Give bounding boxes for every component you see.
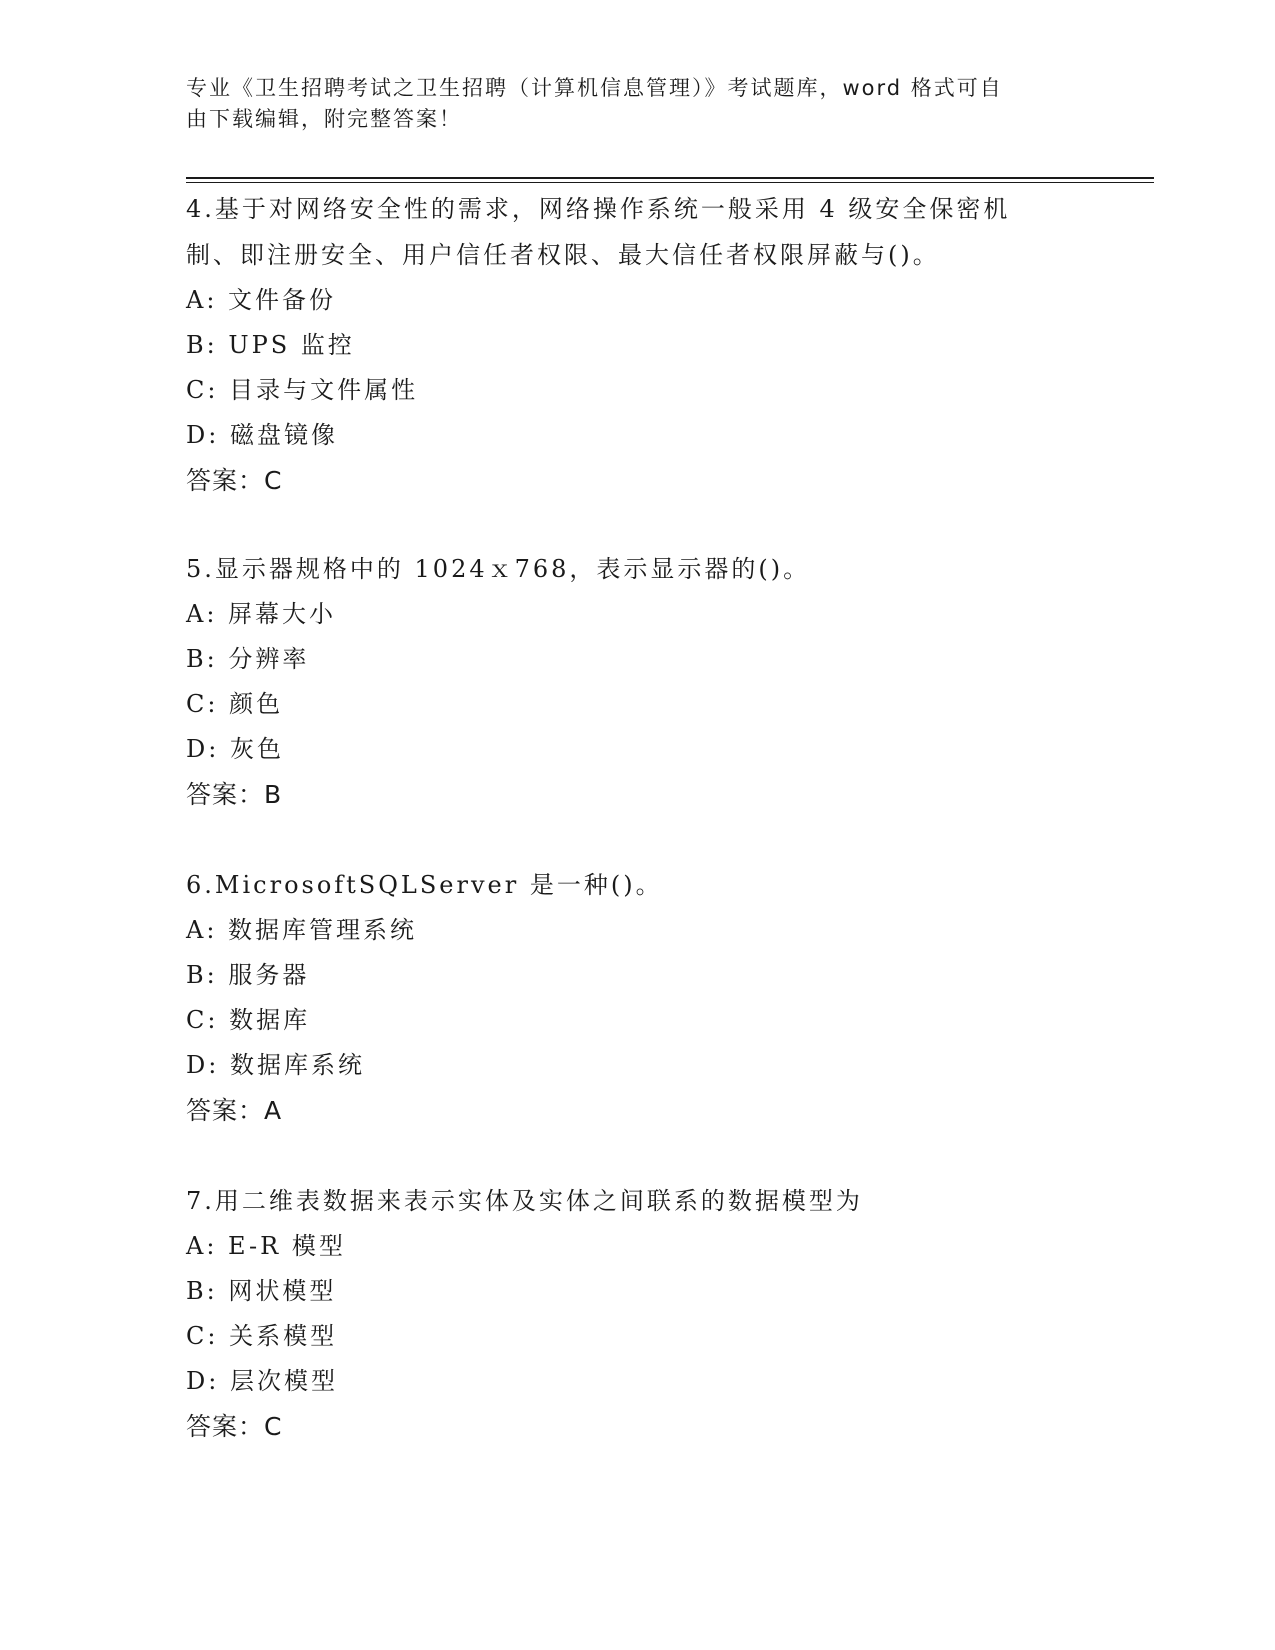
option-b: B: 服务器 — [186, 961, 310, 989]
question-stem-line-2: 制、即注册安全、用户信任者权限、最大信任者权限屏蔽与()。 — [186, 241, 940, 269]
option-d: D: 磁盘镜像 — [186, 421, 338, 449]
document-header — [186, 73, 1066, 135]
question-stem-line-1: 7.用二维表数据来表示实体及实体之间联系的数据模型为 — [186, 1187, 863, 1215]
question-5 — [186, 546, 1086, 818]
question-6 — [186, 862, 1086, 1134]
option-c: C: 数据库 — [186, 1006, 311, 1034]
answer: 答案：A — [186, 1096, 283, 1125]
answer: 答案：C — [186, 466, 283, 495]
option-c: C: 关系模型 — [186, 1322, 338, 1350]
question-stem-line-1: 5.显示器规格中的 1024ｘ768，表示显示器的()。 — [186, 555, 811, 583]
option-d: D: 层次模型 — [186, 1367, 338, 1395]
question-7 — [186, 1178, 1086, 1450]
header-intro-line-2: 由下载编辑，附完整答案！ — [186, 107, 462, 131]
answer: 答案：C — [186, 1412, 283, 1441]
question-stem-line-1: 4.基于对网络安全性的需求，网络操作系统一般采用 4 级安全保密机 — [186, 195, 1011, 223]
header-divider-thin — [186, 182, 1154, 183]
question-4 — [186, 186, 1086, 504]
option-a: A: 数据库管理系统 — [186, 916, 418, 944]
answer: 答案：B — [186, 780, 283, 809]
option-d: D: 灰色 — [186, 735, 284, 763]
option-b: B: 网状模型 — [186, 1277, 337, 1305]
option-a: A: 屏幕大小 — [186, 600, 337, 628]
option-c: C: 目录与文件属性 — [186, 376, 419, 404]
question-stem-line-1: 6.MicrosoftSQLServer 是一种()。 — [186, 871, 663, 899]
header-divider-thick — [186, 177, 1154, 179]
option-b: B: 分辨率 — [186, 645, 310, 673]
option-a: A: 文件备份 — [186, 286, 337, 314]
option-a: A: E-R 模型 — [186, 1232, 346, 1260]
option-b: B: UPS 监控 — [186, 331, 355, 359]
header-intro-line-1: 专业《卫生招聘考试之卫生招聘（计算机信息管理）》考试题库，word 格式可自 — [186, 76, 1003, 100]
option-d: D: 数据库系统 — [186, 1051, 365, 1079]
option-c: C: 颜色 — [186, 690, 284, 718]
